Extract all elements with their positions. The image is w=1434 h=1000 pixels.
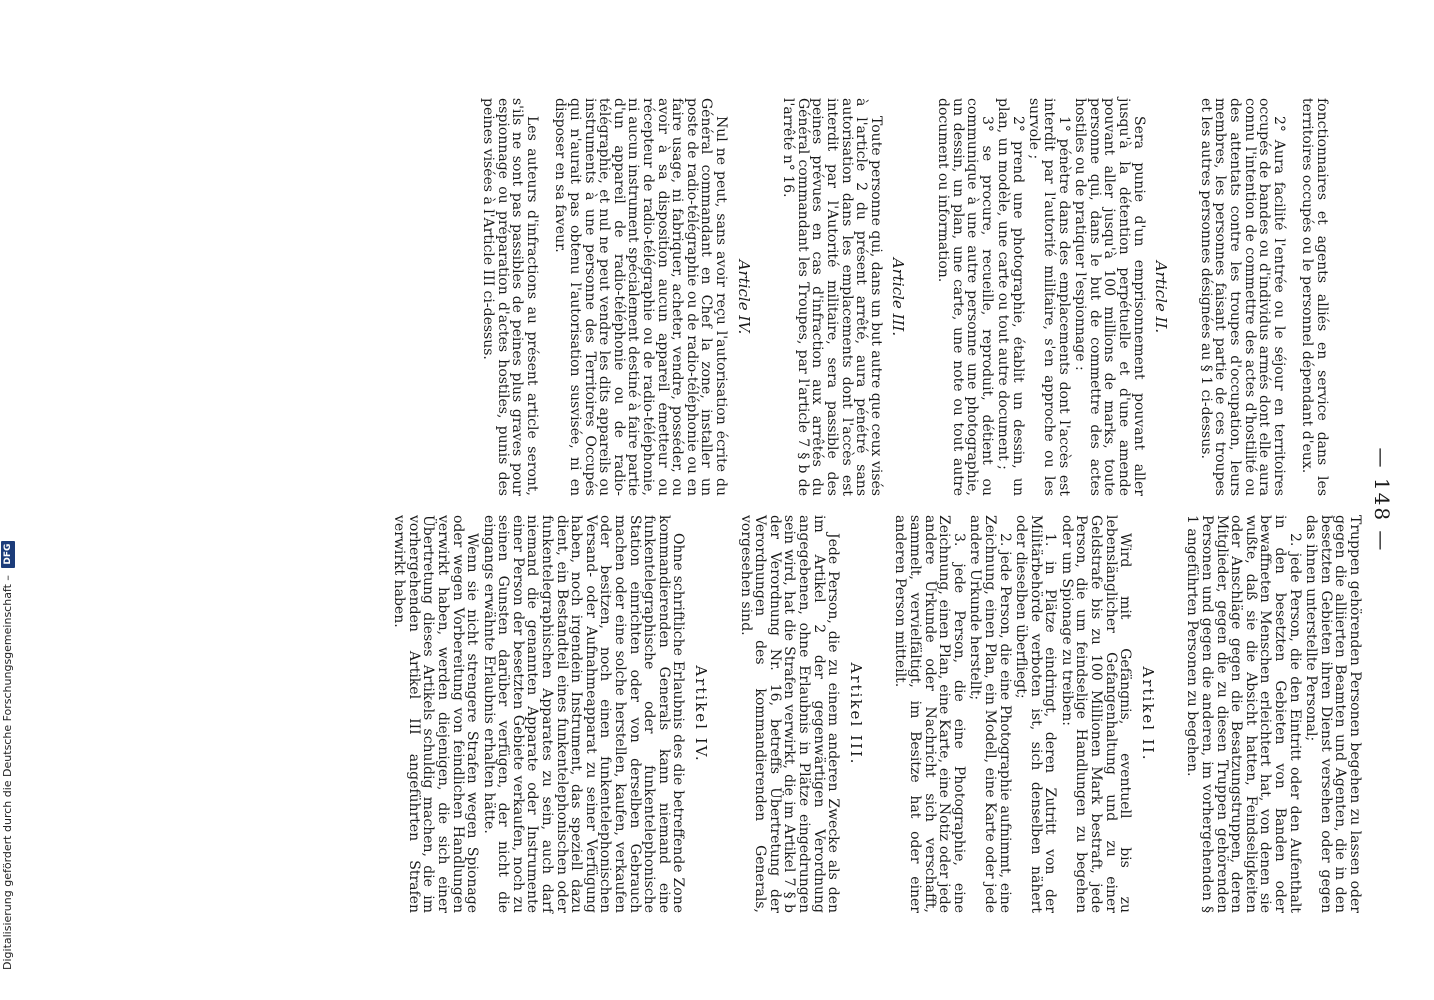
german-article-2-heading: Artikel II. <box>1138 666 1157 762</box>
german-article-4-penalty: Wenn sie nicht strengere Strafen wegen Spionage oder wegen Vorbereitung von feindlichen Handlungen verwirkt haben, werden diejenigen, die sich einer Übertretung dieses Artikels schuldig machen, die im vorhergehenden Artikel III angeführten Strafen verwirkt haben. <box>391 515 481 913</box>
french-intro: fonctionnaires et agents alliés en service dans les territoires occupés ou le personnel dépendant d'eux. <box>1299 98 1330 496</box>
french-article-3-heading: Article III. <box>889 257 908 337</box>
german-article-2-item-1: 1. in Plätze eindringt, deren Zutritt von der Militärbehörde verboten ist, sich denselben nähert oder dieselben überfliegt; <box>1013 515 1059 913</box>
german-article-2-text: Wird mit Gefängnis, eventuell bis zu lebenslänglicher Gefangenhaltung und zu einer Geldstrafe bis zu 100 Millionen Mark bestraft, jede Person, die um feindselige Handlungen zu begehen oder um Spionage zu treiben: <box>1058 515 1134 913</box>
german-column <box>390 515 1362 913</box>
french-article-2-text: Sera punie d'un emprisonnement pouvant aller jusqu'à la détention perpétuelle et d'une amende pouvant aller jusqu'à 100 millions de marks, toute personne qui, dans le but de commettre des actes hostiles ou de pratiquer l'espionnage : <box>1072 98 1147 496</box>
german-article-2-item-2: 2. jede Person, die eine Photographie aufnimmt, eine Zeichnung, einen Plan, ein Modell, eine Karte oder jede andere Urkunde herstellt; <box>967 515 1013 913</box>
german-intro: Truppen gehörenden Personen begehen zu lassen oder gegen die alliierten Beamten und Agenten, die in den besetzten Gebieten ihren Dienst versehen oder gegen das ihnen unterstellte Personal; <box>1303 515 1363 913</box>
french-column <box>479 98 1330 496</box>
french-article-2-heading: Article II. <box>1152 260 1171 334</box>
dfg-logo-icon: DFG <box>1 541 15 568</box>
french-article-4-penalty: Les auteurs d'infractions au présent article seront, s'ils ne sont pas passibles de peines plus graves pour espionnage ou préparation d'actes hostiles, punis des peines visées à l'Article III ci-dessus. <box>480 98 540 496</box>
digitization-credit <box>1 20 15 1000</box>
french-article-4-heading: Article IV. <box>734 259 753 335</box>
french-article-2-item-2: 2° prend une photographie, établit un dessin, un plan, un modèle, une carte ou tout autre document ; <box>995 98 1026 496</box>
german-article-3-text: Jede Person, die zu einem anderen Zwecke als den im Artikel 2 der gegenwärtigen Verordnung angegebenen, ohne Erlaubnis in Plätze eingedrungen sein wird, hat die Strafen verwirkt, die im Artikel 7 § b der Verordnung Nr. 16, betreffs Übertretung der Verordnungen des kommandierenden Generals, vorgesehen sind. <box>737 515 842 913</box>
french-article-2-item-3: 3° se procure, recueille, reproduit, détient ou communique à une autre personne une photographie, un dessin, un plan, une carte, une note ou tout autre document ou information. <box>934 98 995 496</box>
french-article-2-item-1: 1° pénètre dans des emplacements dont l'accès est interdit par l'autorité militaire, s'en approche ou les survole ; <box>1026 98 1072 496</box>
german-article-4-heading: Artikel IV. <box>692 665 711 763</box>
german-article-2-item-3: 3. jede Person, die eine Photographie, eine Zeichnung, einen Plan, eine Karte, eine Notiz oder jede andere Urkunde oder Nachricht sich verschafft, sammelt, vervielfältigt, im Besitze hat oder einer anderen Person mitteilt. <box>892 515 967 913</box>
german-paragraph-2: 2. jede Person, die den Eintritt oder den Aufenthalt in den besetzten Gebieten von Banden oder bewaffneten Menschen erleichtert hat, von denen sie wußte, daß sie die Absicht hatten, Feindseligkeiten oder Anschläge gegen die Besatzungstruppen, deren Mitglieder, gegen die zu diesen Truppen gehörenden Personen und gegen die anderen, im vorhergehenden § 1 angeführten Personen zu begehen. <box>1184 515 1303 913</box>
french-article-4-text: Nul ne peut, sans avoir reçu l'autorisation écrite du Général commandant en Chef la zone, installer un poste de radio-télégraphie ou de radio-téléphonie ou en faire usage, ni fabriquer, acheter, vendre, posséder, ou avoir à sa disposition aucun appareil émetteur ou récepteur de radio-télégraphie ou de radio-téléphonie, ni aucun instrument spécialement destiné à faire partie d'un appareil de radio-téléphonie ou de radio-télégraphie, et nul ne peut vendre les dits appareils ou instruments à une personne des Territoires Occupés qui n'aurait pas obtenu l'autorisation susvisée, ni en disposer en sa faveur. <box>552 98 729 496</box>
german-article-4-text: Ohne schriftliche Erlaubnis des die betreffende Zone kommandierenden Generals kann niemand eine funkentelegraphische oder funkentelephonische Station einrichten oder von derselben Gebrauch machen oder eine solche herstellen, kaufen, verkaufen oder besitzen, noch einen funkentelephonischen Versand- oder Aufnahmeapparat zu seiner Verfügung haben, noch irgendein Instrument, das speziell dazu dient, ein Bestandteil eines funkentelephonischen oder funkentelegraphischen Apparates zu sein, auch darf niemand die genannten Apparate oder Instrumente einer Person der besetzten Gebiete verkaufen, noch zu seinen Gunsten darüber verfügen, der nicht die eingangs erwähnte Erlaubnis erhalten hätte. <box>480 515 687 913</box>
french-paragraph-2: 2° Aura facilité l'entrée ou le séjour en territoires occupés de bandes ou d'individus armés dont elle aura connu l'intention de commettre des actes d'hostilité ou des attentats contre les troupes d'occupation, leurs membres, les personnes faisant partie de ces troupes et les autres personnes désignées au § 1 ci-dessus. <box>1197 98 1287 496</box>
page-number: — 148 — <box>1370 447 1394 553</box>
credit-text: Digitalisierung gefördert durch die Deutsche Forschungsgemeinschaft – <box>1 575 14 970</box>
german-article-3-heading: Artikel III. <box>846 662 865 766</box>
french-article-3-text: Toute personne qui, dans un but autre que ceux visés à l'article 2 du présent arrêté, aura pénétré sans autorisation dans les emplacements dont l'accès est interdit par l'Autorité militaire, sera passible des peines prévues en cas d'infraction aux arrêtés du Général commandant les Troupes, par l'article 7 § b de l'arrêté n° 16. <box>780 98 884 496</box>
